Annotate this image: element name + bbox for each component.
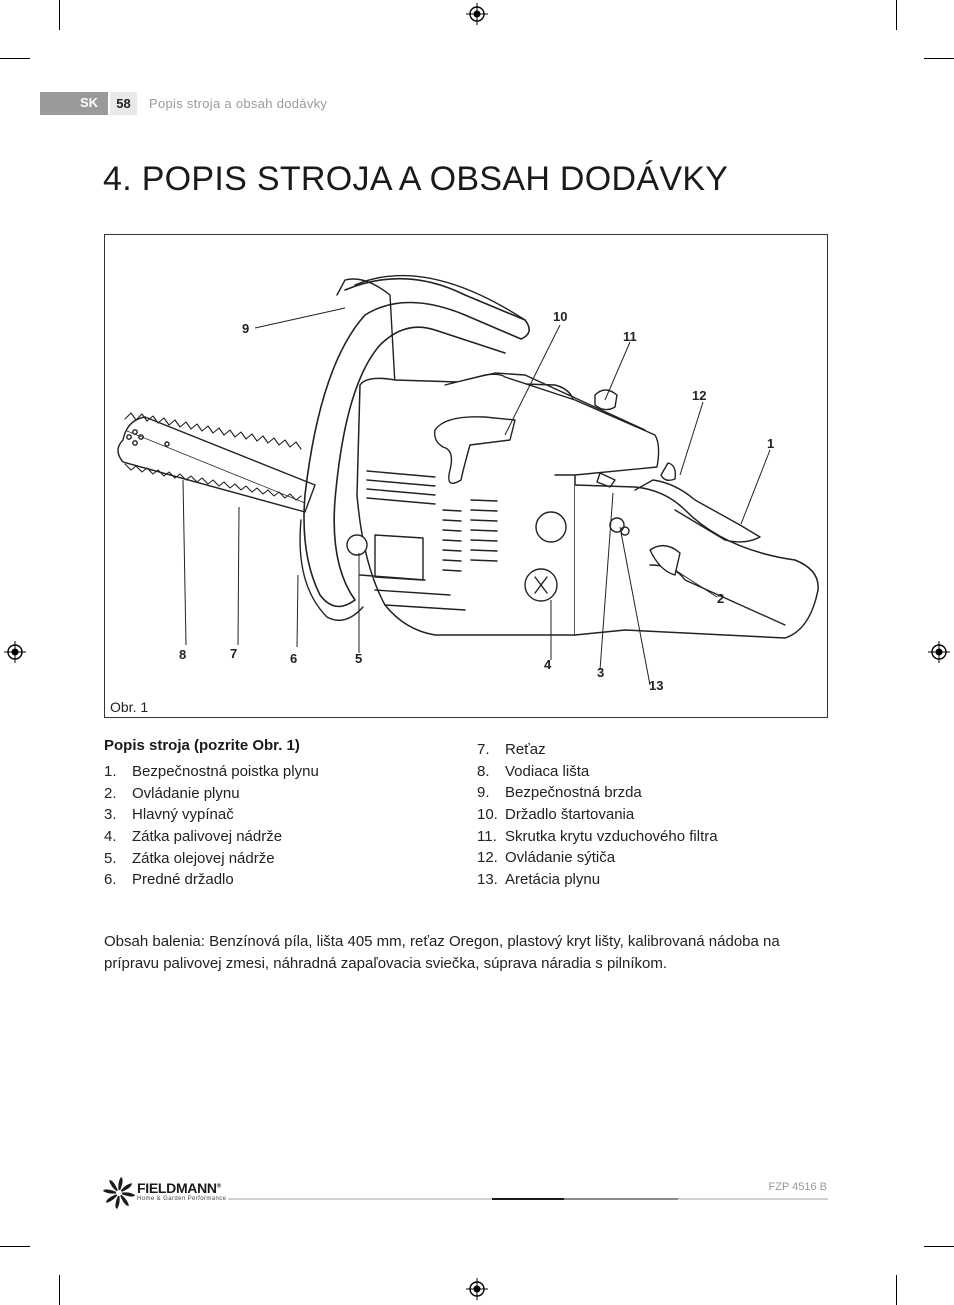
- list-item: 1. Bezpečnostná poistka plynu: [104, 763, 319, 780]
- crop-mark: [0, 58, 30, 59]
- list-item: 9. Bezpečnostná brzda: [477, 784, 642, 802]
- registration-crosshair-icon: [928, 641, 950, 663]
- crop-mark: [896, 0, 897, 30]
- page-title: 4. POPIS STROJA A OBSAH DODÁVKY: [103, 160, 729, 198]
- callout-number: 3: [597, 665, 605, 680]
- list-item: 8. Vodiaca lišta: [477, 762, 590, 780]
- page-number: 58: [110, 92, 137, 115]
- callout-number: 4: [544, 657, 552, 672]
- package-contents: Obsah balenia: Benzínová píla, lišta 405 mm, reťaz Oregon, plastový kryt lišty, kalibrovaná nádoba na prípravu palivovej zmesi, náhradná zapaľovacia sviečka, súprava náradia s pilníkom.: [104, 933, 780, 972]
- list-item: 6. Predné držadlo: [104, 871, 234, 889]
- footer-rule: [564, 1198, 678, 1200]
- list-item: 2. Ovládanie plynu: [104, 784, 240, 802]
- callout-number: 11: [623, 329, 637, 344]
- callout-number: 2: [717, 591, 725, 606]
- list-item: 3. Hlavný vypínač: [104, 806, 234, 824]
- list-item: 13. Aretácia plynu: [477, 871, 601, 889]
- callout-number: 7: [230, 646, 238, 661]
- chainsaw-illustration: [105, 235, 827, 717]
- callout-number: 10: [553, 309, 568, 324]
- list-item: 7. Reťaz: [477, 741, 546, 758]
- brand-name: FIELDMANN®: [137, 1180, 221, 1196]
- footer-rule: [228, 1198, 492, 1200]
- parts-list-left: [104, 761, 319, 891]
- parts-list-heading: Popis stroja (pozrite Obr. 1): [104, 737, 300, 754]
- model-number: FZP 4516 B: [768, 1181, 827, 1193]
- parts-list-right: [477, 739, 718, 891]
- crop-mark: [896, 1275, 897, 1305]
- list-item: 5. Zátka olejovej nádrže: [104, 849, 275, 867]
- callout-number: 9: [242, 321, 250, 336]
- list-item: 11. Skrutka krytu vzduchového filtra: [477, 827, 718, 845]
- header-section-title: Popis stroja a obsah dodávky: [149, 96, 328, 111]
- crop-mark: [0, 1246, 30, 1247]
- figure-caption: Obr. 1: [110, 699, 149, 715]
- footer-rule: [492, 1198, 564, 1200]
- crop-mark: [59, 0, 60, 30]
- callout-number: 13: [649, 678, 664, 693]
- callout-number: 12: [692, 388, 707, 403]
- list-item: 12. Ovládanie sýtiča: [477, 849, 616, 867]
- footer-rule: [678, 1198, 828, 1200]
- registration-crosshair-icon: [466, 3, 488, 25]
- list-item: 10. Držadlo štartovania: [477, 806, 635, 824]
- figure-box: [104, 234, 828, 718]
- fieldmann-flower-logo: [102, 1176, 136, 1210]
- callout-number: 5: [355, 651, 363, 666]
- callout-number: 1: [767, 436, 775, 451]
- callout-number: 8: [179, 647, 187, 662]
- brand-tagline: Home & Garden Performance: [137, 1196, 227, 1202]
- crop-mark: [924, 58, 954, 59]
- list-item: 4. Zátka palivovej nádrže: [104, 828, 283, 846]
- header-language: SK: [80, 95, 99, 110]
- crop-mark: [924, 1246, 954, 1247]
- registration-crosshair-icon: [466, 1278, 488, 1300]
- crop-mark: [59, 1275, 60, 1305]
- registration-crosshair-icon: [4, 641, 26, 663]
- callout-number: 6: [290, 651, 298, 666]
